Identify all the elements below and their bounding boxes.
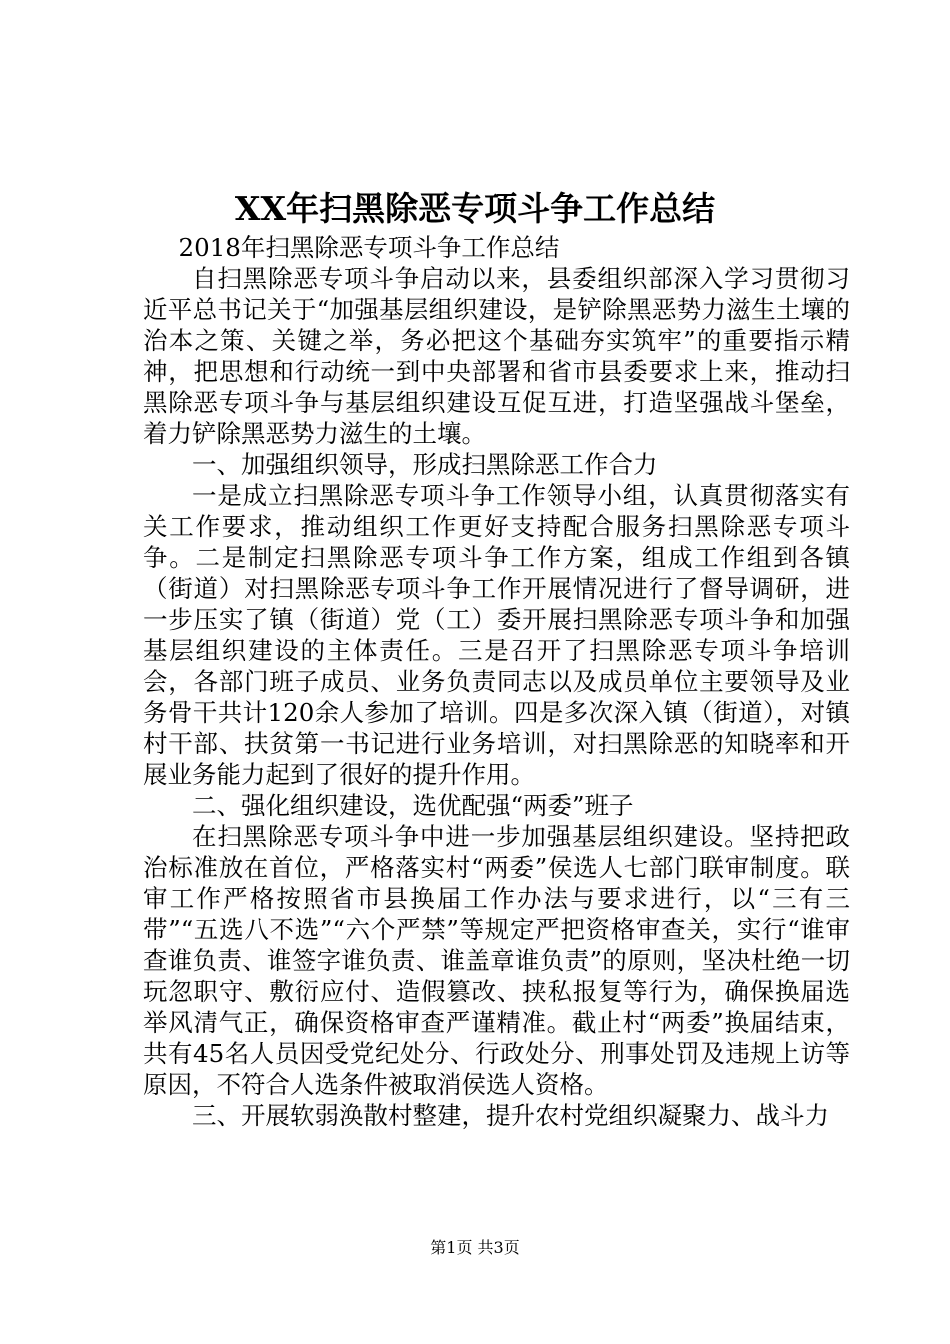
document-body: [143, 232, 850, 1131]
intro-paragraph: 自扫黑除恶专项斗争启动以来，县委组织部深入学习贯彻习近平总书记关于“加强基层组织建设，是铲除黑恶势力滋生土壤的治本之策、关键之举，务必把这个基础夯实筑牢”的重要指示精神，把思想和行动统一到中央部署和省市县委要求上来，推动扫黑除恶专项斗争与基层组织建设互促互进，打造坚强战斗堡垒，着力铲除黑恶势力滋生的土壤。: [143, 264, 850, 448]
document-subtitle: 2018年扫黑除恶专项斗争工作总结: [178, 233, 560, 262]
section-heading-3: 三、开展软弱涣散村整建，提升农村党组织凝聚力、战斗力: [192, 1101, 829, 1130]
section-heading-2: 二、强化组织建设，选优配强“两委”班子: [192, 791, 634, 820]
section-heading-1: 一、加强组织领导，形成扫黑除恶工作合力: [192, 450, 658, 479]
section-paragraph-1: 一是成立扫黑除恶专项斗争工作领导小组，认真贯彻落实有关工作要求，推动组织工作更好支持配合服务扫黑除恶专项斗争。二是制定扫黑除恶专项斗争工作方案，组成工作组到各镇（街道）对扫黑除恶专项斗争工作开展情况进行了督导调研，进一步压实了镇（街道）党（工）委开展扫黑除恶专项斗争和加强基层组织建设的主体责任。三是召开了扫黑除恶专项斗争培训会，各部门班子成员、业务负责同志以及成员单位主要领导及业务骨干共计120余人参加了培训。四是多次深入镇（街道），对镇村干部、扶贫第一书记进行业务培训，对扫黑除恶的知晓率和开展业务能力起到了很好的提升作用。: [143, 481, 850, 789]
page-footer: 第1页 共3页: [430, 1238, 520, 1257]
document-title: XX年扫黑除恶专项斗争工作总结: [234, 189, 716, 228]
section-paragraph-2: 在扫黑除恶专项斗争中进一步加强基层组织建设。坚持把政治标准放在首位，严格落实村“两委”侯选人七部门联审制度。联审工作严格按照省市县换届工作办法与要求进行，以“三有三带”“五选八不选”“六个严禁”等规定严把资格审查关，实行“谁审查谁负责、谁签字谁负责、谁盖章谁负责”的原则，坚决杜绝一切玩忽职守、敷衍应付、造假篡改、挟私报复等行为，确保换届选举风清气正，确保资格审查严谨精准。截止村“两委”换届结束，共有45名人员因受党纪处分、行政处分、刑事处罚及违规上访等原因，不符合人选条件被取消侯选人资格。: [143, 822, 850, 1099]
